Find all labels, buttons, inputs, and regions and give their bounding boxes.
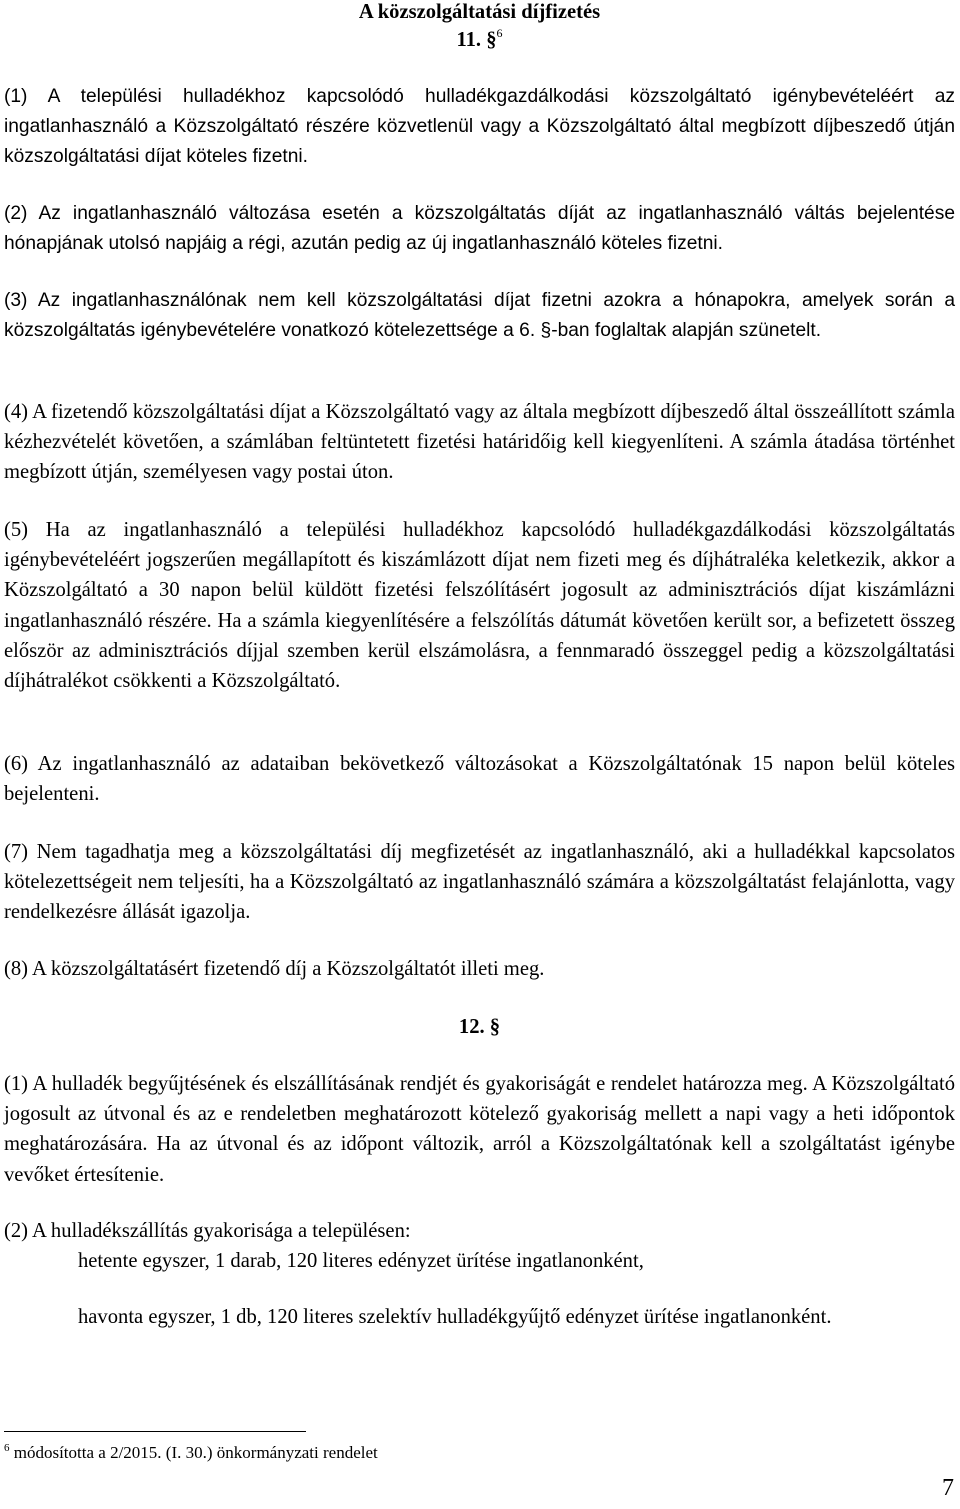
- article-11-paragraph-8: (8) A közszolgáltatásért fizetendő díj a Közszolgáltatót illeti meg.: [4, 958, 545, 980]
- footnote: [4, 1441, 704, 1465]
- article-11-paragraph-5: (5) Ha az ingatlanhasználó a települési hulladékhoz kapcsolódó hulladékgazdálkodási közszolgáltatás igénybevételéért jogszerűen megállapított és kiszámlázott díjat nem fizeti meg és díjhátraléka keletkezik, akkor a Közszolgáltató a 30 napon belül küldött fizetési felszólításért jogosult az adminisztrációs díjat kiszámlázni ingatlanhasználó részére. Ha a számla kiegyenlítésére a felszólítás dátumát követően került sor, a befizetett összeg először az adminisztrációs díjjal szemben kerül elszámolásra, a fennmaradó összeggel pedig a közszolgáltatási díjhátralékot csökkenti a Közszolgáltató.: [4, 519, 955, 693]
- article-12-paragraph-1: (1) A hulladék begyűjtésének és elszállításának rendjét és gyakoriságát e rendelet határozza meg. A Közszolgáltató jogosult az útvonal és az e rendeletben meghatározott kötelező gyakoriság mellett a napi vagy a heti időpontok meghatározására. Ha az útvonal és az időpont változik, arról a Közszolgáltatónak kell a szolgáltatást igénybe vevőket értesítenie.: [4, 1073, 955, 1186]
- article-11-heading: [4, 25, 955, 55]
- schedule-item-weekly: hetente egyszer, 1 darab, 120 literes edényzet ürítése ingatlanonként,: [78, 1250, 644, 1272]
- article-11-number: 11. §: [456, 29, 497, 51]
- article-12-heading: 12. §: [458, 1016, 501, 1038]
- footnote-text: módosította a 2/2015. (I. 30.) önkormányzati rendelet: [13, 1443, 378, 1462]
- article-11-paragraph-2: (2) Az ingatlanhasználó változása esetén a közszolgáltatás díját az ingatlanhasználó váltás bejelentése hónapjának utolsó napjáig a régi, azután pedig az új ingatlanhasználó köteles fizetni.: [4, 203, 955, 255]
- footnote-separator: [4, 1431, 306, 1432]
- footnote-reference: 6: [496, 26, 503, 40]
- schedule-item-monthly: havonta egyszer, 1 db, 120 literes szelektív hulladékgyűjtő edényzet ürítése ingatlanonként.: [78, 1306, 832, 1328]
- article-11-paragraph-4: (4) A fizetendő közszolgáltatási díjat a Közszolgáltató vagy az általa megbízott díjbeszedő által összeállított számla kézhezvételét követően, a számlában feltüntetett fizetési határidőig kell kiegyenlíteni. A számla átadása történhet megbízott útján, személyesen vagy postai úton.: [4, 401, 955, 484]
- page-number: 7: [942, 1475, 954, 1501]
- article-11-paragraph-7: (7) Nem tagadhatja meg a közszolgáltatási díj megfizetését az ingatlanhasználó, aki a hulladékkal kapcsolatos kötelezettségeit nem teljesíti, ha a Közszolgáltató az ingatlanhasználó számára a közszolgáltatást felajánlotta, vagy rendelkezésre állását igazolja.: [4, 841, 955, 924]
- section-heading: A közszolgáltatási díjfizetés: [358, 1, 601, 23]
- footnote-number: 6: [4, 1442, 10, 1454]
- article-12-paragraph-2-intro: (2) A hulladékszállítás gyakorisága a településen:: [4, 1220, 411, 1242]
- article-11-paragraph-3: (3) Az ingatlanhasználónak nem kell közszolgáltatási díjat fizetni azokra a hónapokra, amelyek során a közszolgáltatás igénybevételére vonatkozó kötelezettsége a 6. §-ban foglaltak alapján szünetelt.: [4, 290, 955, 342]
- article-11-paragraph-6: (6) Az ingatlanhasználó az adataiban bekövetkező változásokat a Közszolgáltatónak 15 napon belül köteles bejelenteni.: [4, 753, 955, 806]
- article-11-paragraph-1: (1) A települési hulladékhoz kapcsolódó hulladékgazdálkodási közszolgáltató igénybevételéért az ingatlanhasználó a Közszolgáltató részére közvetlenül vagy a Közszolgáltató által megbízott díjbeszedő útján közszolgáltatási díjat köteles fizetni.: [4, 86, 955, 168]
